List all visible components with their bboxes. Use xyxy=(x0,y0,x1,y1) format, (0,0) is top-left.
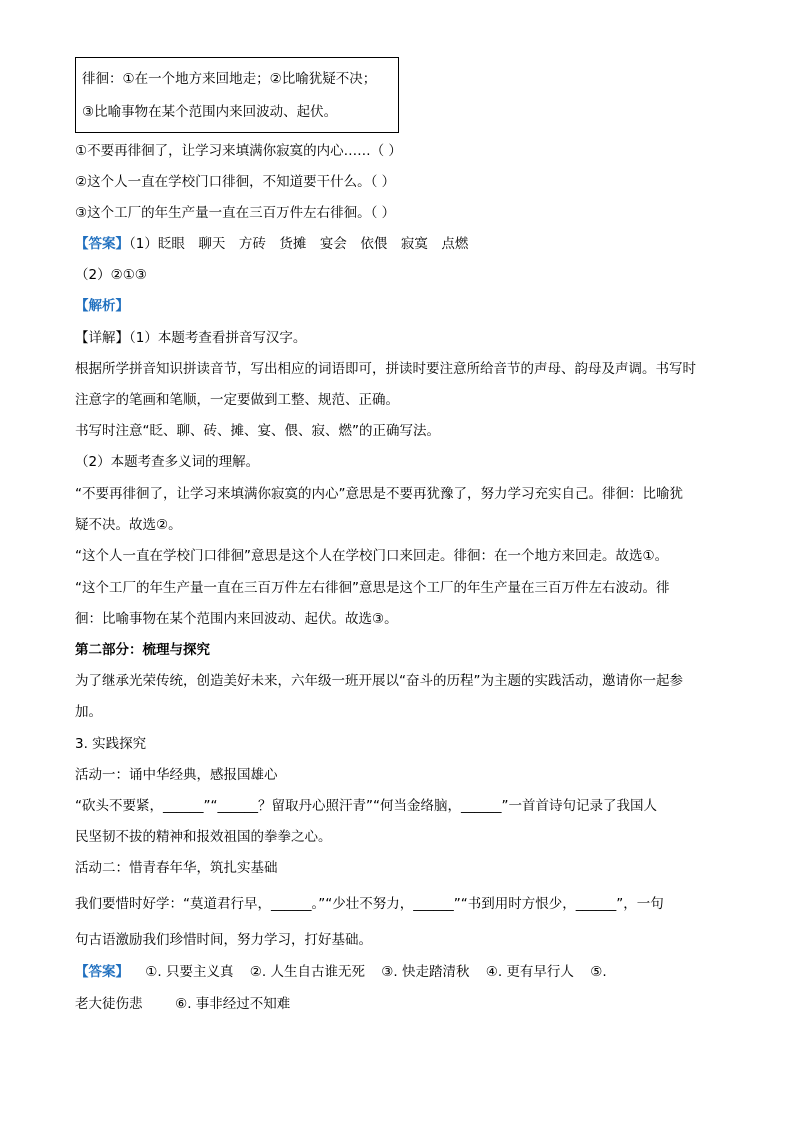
activity-text: 我们要惜时好学：“莫道君行早，______。”“少壮不努力，______”“书到用时方恨少，______”，一句 xyxy=(75,896,664,912)
answer-item: 老大徒伤悲 xyxy=(75,996,143,1012)
section-heading: 第二部分：梳理与探究 xyxy=(75,642,210,658)
detail-line: （2）本题考查多义词的理解。 xyxy=(75,454,260,470)
answer-line xyxy=(75,234,468,254)
answer-item: ③. 快走踏清秋 xyxy=(381,964,470,980)
answer-line-2: （2）②①③ xyxy=(75,267,147,283)
answer-tag: 【答案】 xyxy=(75,964,129,980)
definition-line-1: 徘徊：①在一个地方来回地走；②比喻犹疑不决； xyxy=(82,71,377,87)
question-item: ②这个人一直在学校门口徘徊，不知道要干什么。（ ） xyxy=(75,174,396,190)
question-title: 3. 实践探究 xyxy=(75,736,147,752)
detail-line: 根据所学拼音知识拼读音节，写出相应的词语即可，拼读时要注意所给音节的声母、韵母及声调。书写时 xyxy=(75,361,696,377)
question-item: ①不要再徘徊了，让学习来填满你寂寞的内心……（ ） xyxy=(75,143,402,159)
answer-item: ④. 更有早行人 xyxy=(485,964,574,980)
intro-line: 为了继承光荣传统，创造美好未来，六年级一班开展以“奋斗的历程”为主题的实践活动，邀请你一起参 xyxy=(75,673,683,689)
answer-text: （1）眨眼 聊天 方砖 货摊 宴会 依偎 寂寞 点燃 xyxy=(129,236,469,252)
activity-text: “砍头不要紧，______”“______？留取丹心照汗青”“何当金络脑，______”一首首诗句记录了我国人 xyxy=(75,798,657,814)
activity-text: 民坚韧不拔的精神和报效祖国的拳拳之心。 xyxy=(75,829,332,845)
detail-line: 徊：比喻事物在某个范围内来回波动、起伏。故选③。 xyxy=(75,611,398,627)
answer-item: ⑥. 事非经过不知难 xyxy=(175,996,291,1012)
definition-line-2: ③比喻事物在某个范围内来回波动、起伏。 xyxy=(82,104,338,120)
detail-line: 疑不决。故选②。 xyxy=(75,517,182,533)
detail-line: “这个人一直在学校门口徘徊”意思是这个人在学校门口来回走。徘徊：在一个地方来回走。故选①。 xyxy=(75,548,669,564)
answer-item: ①. 只要主义真 xyxy=(145,964,234,980)
definition-box xyxy=(75,57,399,133)
activity-heading: 活动一：诵中华经典，感报国雄心 xyxy=(75,767,278,783)
activity-heading: 活动二：惜青春年华，筑扎实基础 xyxy=(75,860,278,876)
answer3-line xyxy=(75,962,607,982)
question-item: ③这个工厂的年生产量一直在三百万件左右徘徊。（ ） xyxy=(75,205,396,221)
detail-line: “这个工厂的年生产量一直在三百万件左右徘徊”意思是这个工厂的年生产量在三百万件左右波动。徘 xyxy=(75,580,670,596)
detail-line: “不要再徘徊了，让学习来填满你寂寞的内心”意思是不要再犹豫了，努力学习充实自己。徘徊：比喻犹 xyxy=(75,486,683,502)
answer-tag: 【答案】 xyxy=(75,236,129,252)
analysis-tag: 【解析】 xyxy=(75,298,129,314)
activity-text: 句古语激励我们珍惜时间，努力学习，打好基础。 xyxy=(75,932,372,948)
intro-line: 加。 xyxy=(75,704,102,720)
detail-line: 书写时注意“眨、聊、砖、摊、宴、偎、寂、燃”的正确写法。 xyxy=(75,423,440,439)
answer-item: ②. 人生自古谁无死 xyxy=(249,964,365,980)
detail-line: 【详解】（1）本题考查看拼音写汉字。 xyxy=(75,330,307,346)
detail-line: 注意字的笔画和笔顺，一定要做到工整、规范、正确。 xyxy=(75,392,399,408)
answer-item: ⑤. xyxy=(590,964,607,980)
answer3-line-2 xyxy=(75,994,290,1014)
